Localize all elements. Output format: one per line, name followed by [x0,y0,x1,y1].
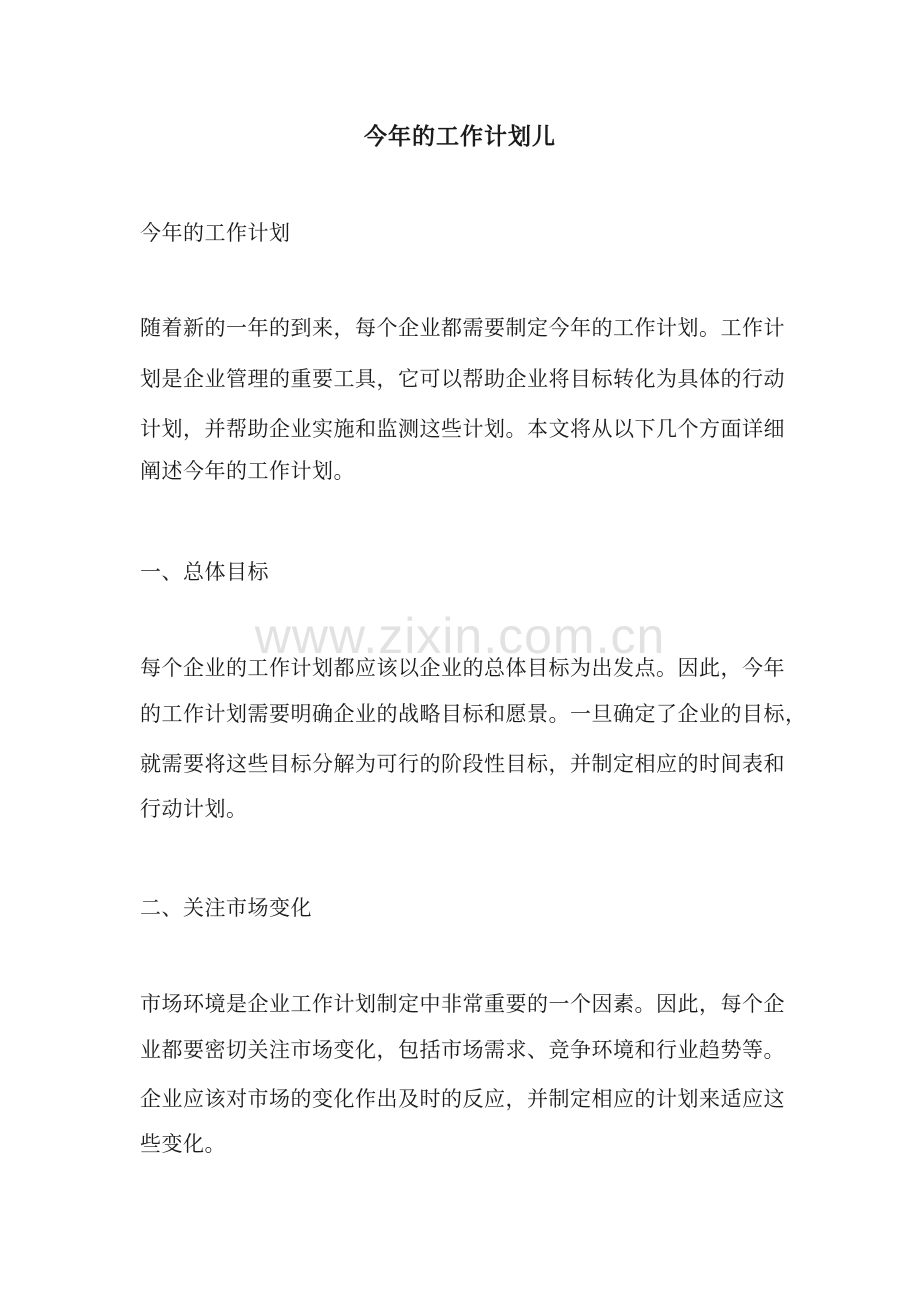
paragraph-line: 业都要密切关注市场变化，包括市场需求、竞争环境和行业趋势等。 [140,1038,785,1062]
paragraph-line: 的工作计划需要明确企业的战略目标和愿景。一旦确定了企业的目标， [140,702,807,726]
document-title: 今年的工作计划儿 [364,123,556,150]
watermark: www.zixin.com.cn [254,608,666,664]
paragraph-line: 行动计划。 [140,797,248,821]
paragraph-line: 企业应该对市场的变化作出及时的反应，并制定相应的计划来适应这 [140,1087,785,1111]
document-subtitle: 今年的工作计划 [140,221,291,245]
section-heading-market-changes: 二、关注市场变化 [140,896,312,920]
section-heading-overall-goal: 一、总体目标 [140,560,269,584]
paragraph-line: 每个企业的工作计划都应该以企业的总体目标为出发点。因此，今年 [140,656,785,680]
paragraph-line: 随着新的一年的到来，每个企业都需要制定今年的工作计划。工作计 [140,316,785,340]
paragraph-line: 市场环境是企业工作计划制定中非常重要的一个因素。因此，每个企 [140,992,785,1016]
paragraph-line: 阐述今年的工作计划。 [140,459,355,483]
paragraph-line: 就需要将这些目标分解为可行的阶段性目标，并制定相应的时间表和 [140,752,785,776]
paragraph-line: 划是企业管理的重要工具，它可以帮助企业将目标转化为具体的行动 [140,367,785,391]
paragraph-line: 计划，并帮助企业实施和监测这些计划。本文将从以下几个方面详细 [140,417,785,441]
paragraph-line: 些变化。 [140,1132,226,1156]
